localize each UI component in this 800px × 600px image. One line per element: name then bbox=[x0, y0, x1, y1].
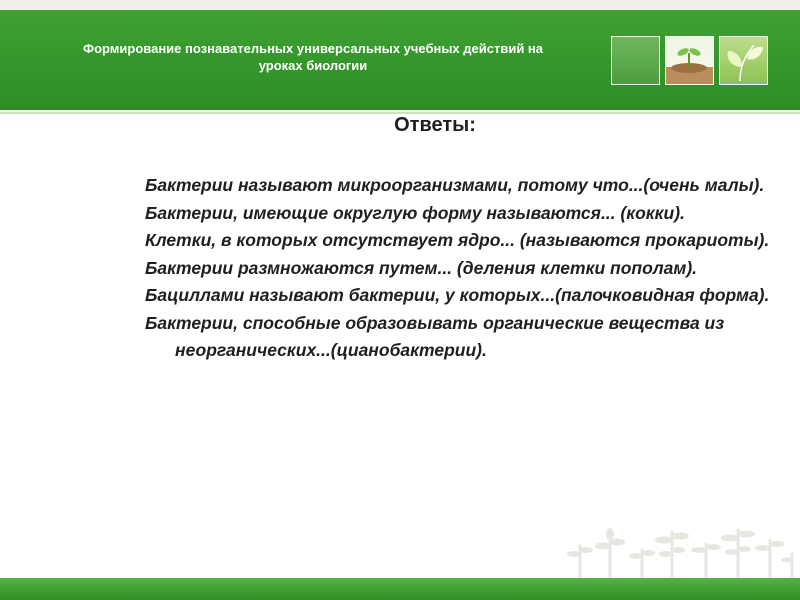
thumbnail-leaves bbox=[719, 36, 768, 85]
footer-band bbox=[0, 578, 800, 600]
answers-heading: Ответы: bbox=[394, 114, 476, 136]
answer-item: Бациллами называют бактерии, у которых...(палочковидная форма). bbox=[145, 285, 770, 305]
top-strip bbox=[0, 0, 800, 10]
thumbnail-sprout bbox=[665, 36, 714, 85]
header-title-line-2: уроках биологии bbox=[258, 58, 368, 73]
answer-list bbox=[145, 172, 785, 365]
thumbnail-blank-green bbox=[611, 36, 660, 85]
answer-item: Клетки, в которых отсутствует ядро... (называются прокариоты). bbox=[145, 230, 770, 250]
sprout-icon bbox=[666, 37, 713, 84]
answer-item: Бактерии называют микроорганизмами, потому что...(очень малы). bbox=[145, 175, 765, 195]
answer-item: Бактерии, способные образовывать органические вещества из неорганических...(цианобактерии). bbox=[145, 312, 725, 360]
header-title bbox=[28, 40, 598, 74]
answer-item: Бактерии, имеющие округлую форму называются... (кокки). bbox=[145, 202, 685, 223]
answer-item: Бактерии размножаются путем... (деления клетки пополам). bbox=[145, 257, 698, 278]
header-title-line-1: Формирование познавательных универсальных учебных действий на bbox=[82, 41, 544, 56]
plants-decoration-icon bbox=[566, 520, 800, 578]
leaves-icon bbox=[720, 37, 767, 84]
